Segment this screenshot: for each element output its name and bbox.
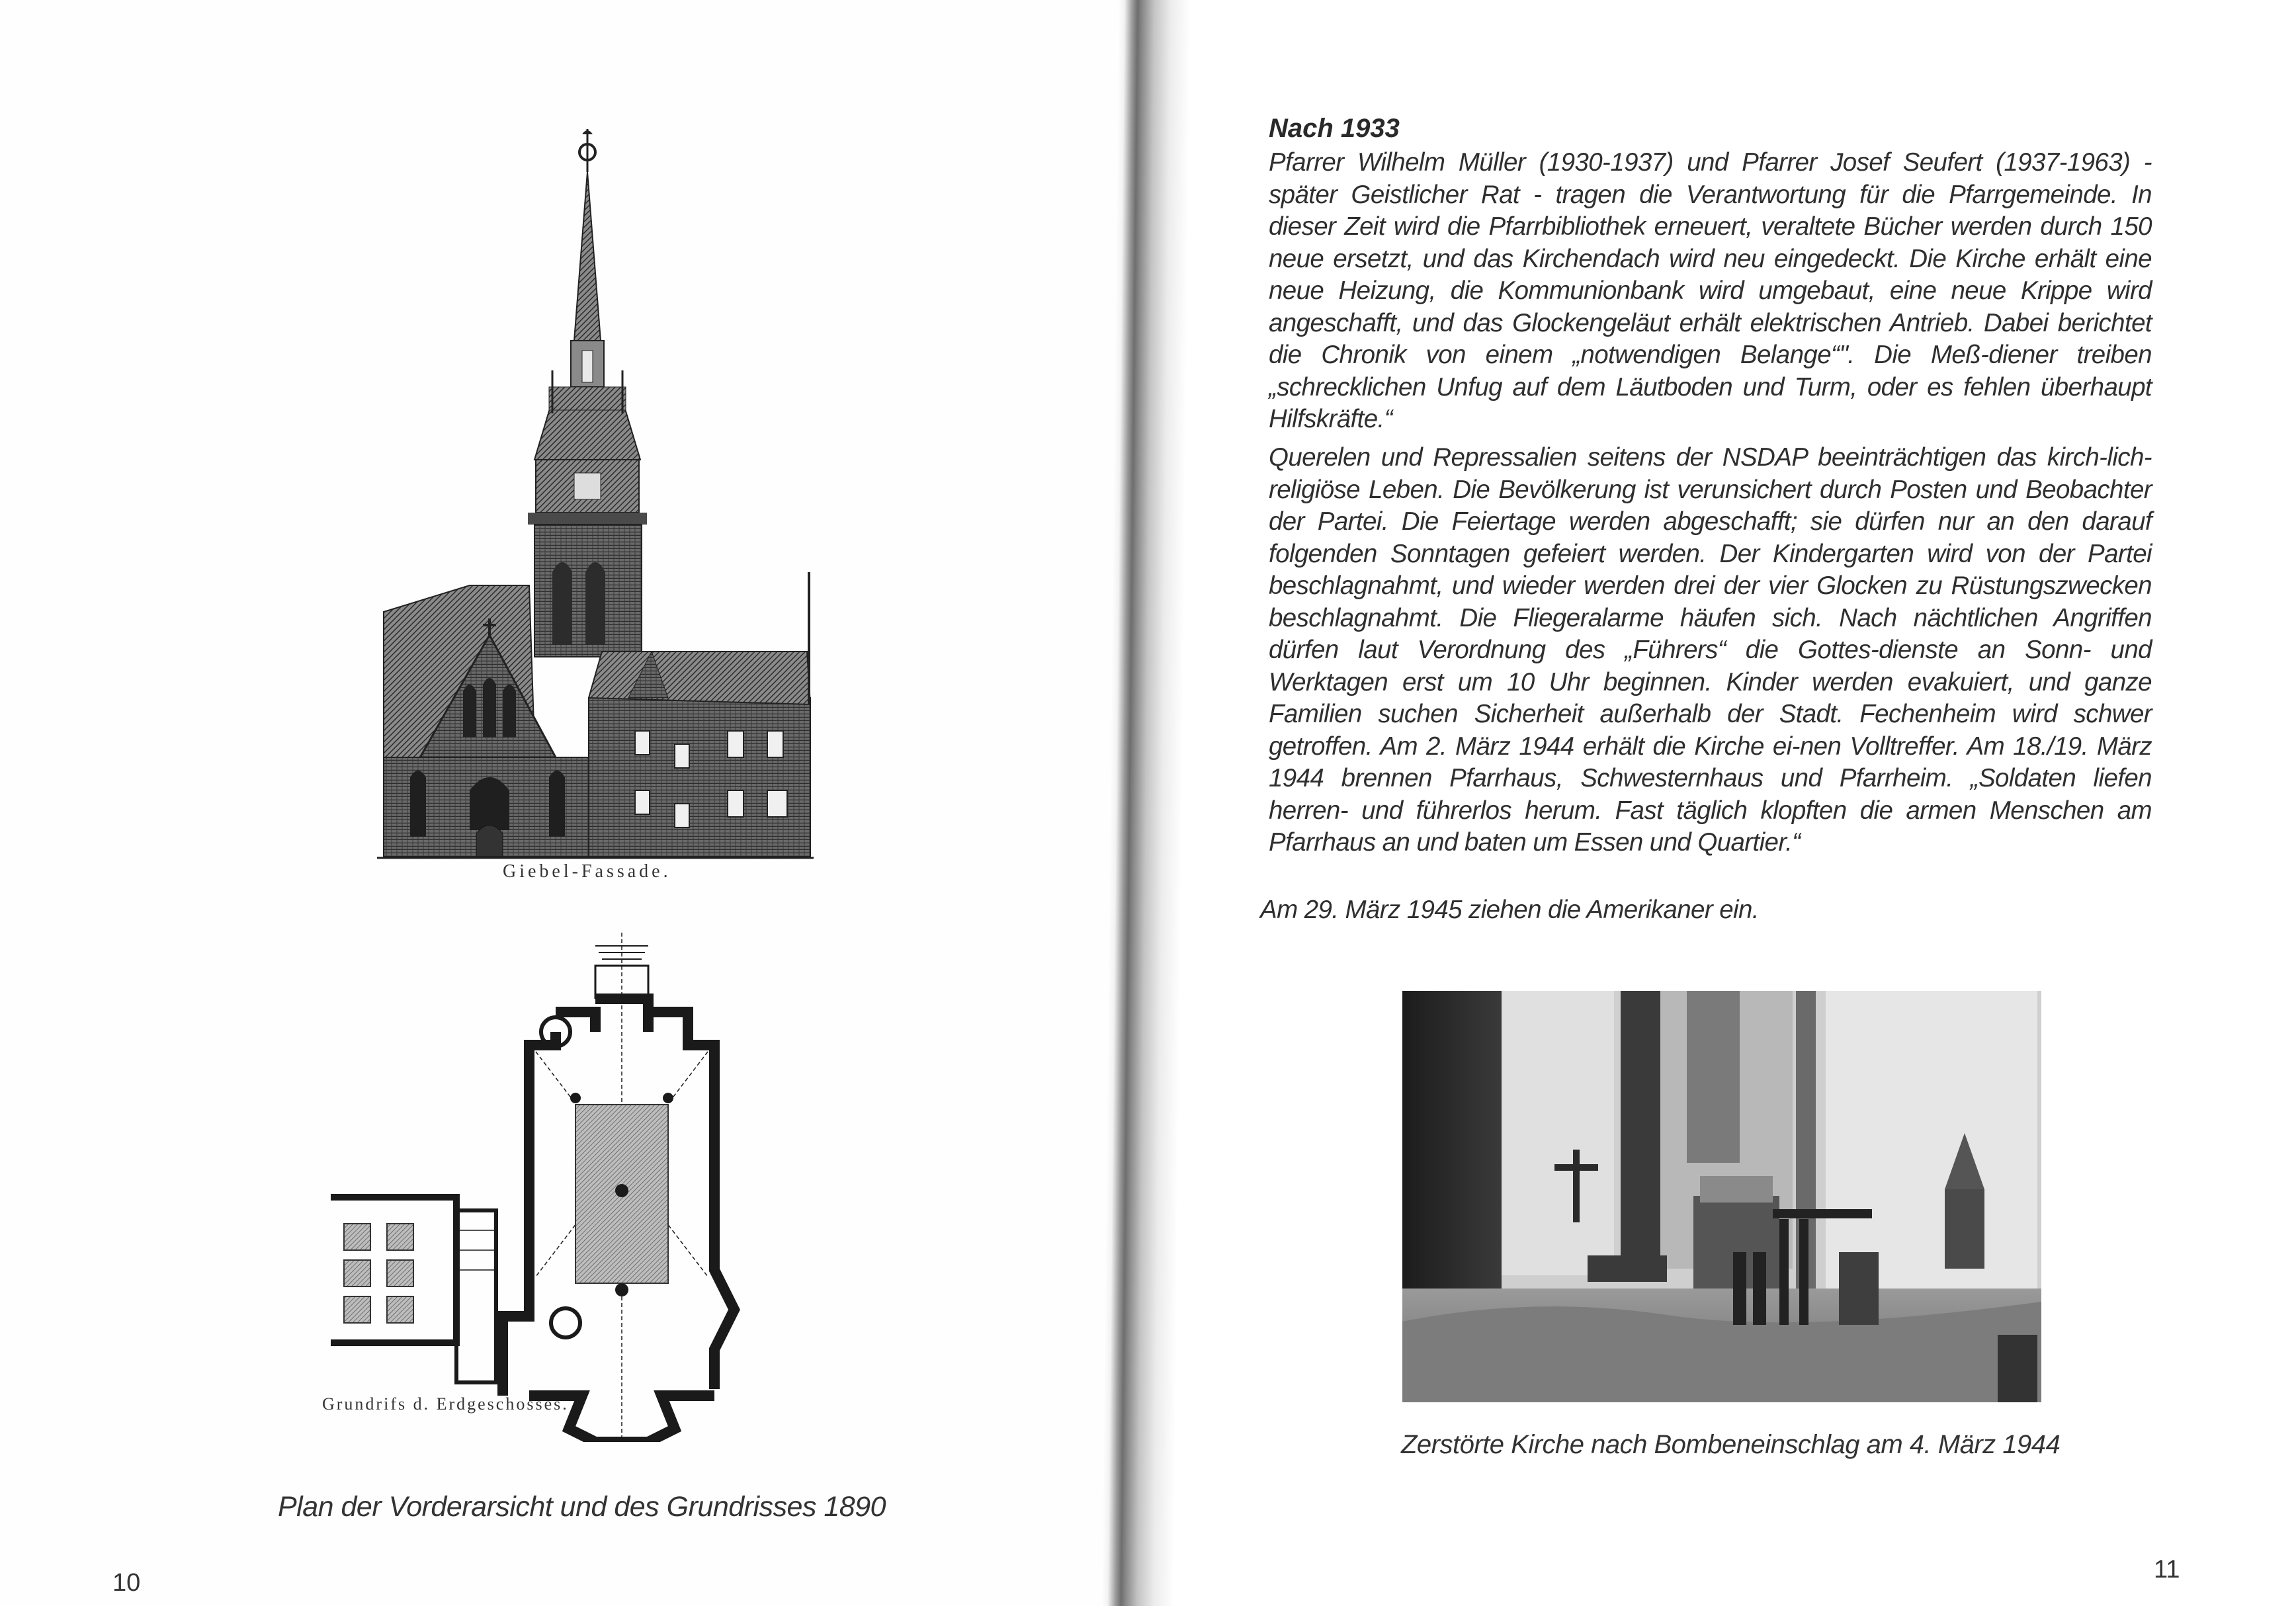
page-number-left: 10: [112, 1569, 141, 1597]
paragraph-3: Am 29. März 1945 ziehen die Amerikaner ein.: [1260, 896, 1759, 924]
facade-caption: Giebel-Fassade.: [503, 861, 671, 882]
photo-caption: Zerstörte Kirche nach Bombeneinschlag am 4. März 1944: [1401, 1430, 2061, 1459]
parish-house: [589, 698, 810, 857]
paragraph-2: Querelen und Repressalien seitens der NSDAP beeinträchtigen das kirch-lich-religiöse Leben. Die Bevölkerung ist verunsichert durch Posten und Beobachter der Partei. Die Feiertage werden abgeschafft; sie dürfen nur an den darauf folgenden Sonntagen gefeiert werden. Der Kindergarten wird von der Partei beschlagnahmt, und wieder werden drei der vier Glocken zu Rüstungszwecken beschlagnahmt. Die Fliegeralarme häufen sich. Nach nächtlichen Angriffen dürfen laut Verordnung des „Führers“ die Gottes-dienste an Sonn- und Werktagen erst um 10 Uhr beginnen. Kinder werden evakuiert, und ganze Familien suchen Sicherheit außerhalb der Stadt. Fechenheim wird schwer getroffen. Am 2. März 1944 erhält die Kirche ei-nen Volltreffer. Am 18./19. März 1944 brennen Pfarrhaus, Schwesternhaus und Pfarrheim. „Soldaten liefen herren- und führerlos herum. Fast täglich klopften die armen Menschen am Pfarrhaus an und baten um Essen und Quartier.“: [1269, 443, 2152, 857]
church-facade-drawing: [357, 122, 814, 866]
paragraph-1: Pfarrer Wilhelm Müller (1930-1937) und Pfarrer Josef Seufert (1937-1963) - später Geistlicher Rat - tragen die Verantwortung für die Pfarrgemeinde. In dieser Zeit wird die Pfarrbibliothek erneuert, veraltete Bücher werden durch 150 neue ersetzt, und das Kirchendach wird neu eingedeckt. Die Kirche erhält eine neue Heizung, die Kommunionbank wird umgebaut, eine neue Krippe wird angeschafft, und das Glockengeläut erhält elektrischen Antrieb. Dabei berichtet die Chronik von einem „notwendigen Belange“". Die Meß-diener treiben „schrecklichen Unfug auf dem Läutboden und Turm, oder es fehlen überhaupt Hilfskräfte.“: [1269, 148, 2152, 433]
floorplan-caption: Grundrifs d. Erdgeschosses.: [322, 1394, 569, 1414]
spire: [574, 172, 601, 341]
figure-caption: Plan der Vorderarsicht und des Grundrisses 1890: [278, 1491, 886, 1523]
page-number-right: 11: [2154, 1556, 2180, 1584]
destroyed-church-photo: [1402, 991, 2041, 1402]
spire-finial: [579, 129, 595, 172]
left-page: [0, 0, 1128, 1606]
tower-roof: [534, 407, 640, 460]
section-heading: Nach 1933: [1269, 114, 1400, 143]
floorplan-drawing: [331, 933, 833, 1442]
